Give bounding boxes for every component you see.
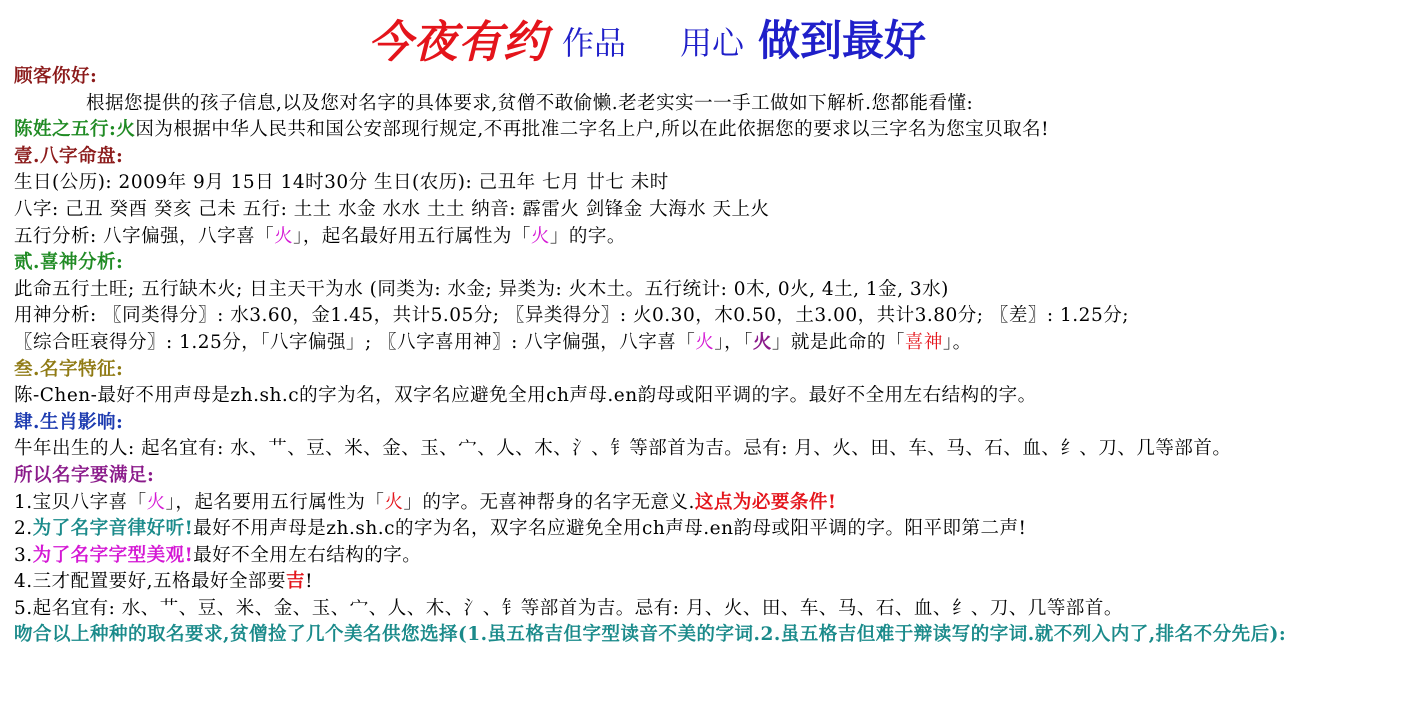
name-feature-line: 陈-Chen-最好不用声母是zh.sh.c的字为名，双字名应避免全用ch声母.en韵母或阳平调的字。最好不全用左右结构的字。 bbox=[14, 385, 1037, 407]
req3-pre: 3. bbox=[14, 544, 33, 566]
xishen-line3-end: 」。 bbox=[942, 331, 972, 353]
wuxing-analysis bbox=[14, 224, 1414, 251]
req1-post: 」的字。无喜神帮身的名字无意义. bbox=[403, 491, 695, 513]
section1-title: 壹.八字命盘: bbox=[14, 145, 124, 167]
analysis-element-1: 火 bbox=[274, 225, 294, 247]
xishen-element-2: 火 bbox=[752, 331, 772, 353]
req1-condition: 这点为必要条件! bbox=[694, 491, 837, 513]
req1-pre: 1.宝贝八字喜「 bbox=[14, 491, 147, 513]
req2-text: 最好不用声母是zh.sh.c的字为名，双字名应避免全用ch声母.en韵母或阳平调的字。阳平即第二声! bbox=[193, 518, 1027, 540]
surname-line bbox=[14, 117, 1414, 144]
intro-text: 根据您提供的孩子信息,以及您对名字的具体要求,贫僧不敢偷懒.老老实实一一手工做如下解析.您都能看懂: bbox=[86, 92, 974, 114]
surname-element: 火 bbox=[116, 119, 136, 141]
req4-ji: 吉 bbox=[286, 571, 306, 593]
xishen-line3-pre: 〖综合旺衰得分〗: 1.25分，「八字偏强」; 〖八字喜用神〗: 八字偏强，八字喜「 bbox=[14, 331, 696, 353]
requirement-2 bbox=[14, 516, 1414, 543]
req2-pre: 2. bbox=[14, 518, 33, 540]
section4-title: 肆.生肖影响: bbox=[14, 411, 124, 433]
xishen-line3-mid: 」，「 bbox=[714, 331, 753, 353]
requirement-5: 5.起名宜有: 水、艹、豆、米、金、玉、宀、人、木、氵、钅等部首为吉。忌有: 月、火、田、车、马、石、血、纟、刀、几等部首。 bbox=[14, 597, 1123, 619]
req1-mid: 」，起名要用五行属性为「 bbox=[165, 491, 385, 513]
closing-text: 吻合以上种种的取名要求,贫僧捡了几个美名供您选择(1.虽五格吉但字型读音不美的字词.2.虽五格吉但难于辩读写的字词.就不列入内了,排名不分先后): bbox=[14, 624, 1287, 646]
req4-pre: 4.三才配置要好,五格最好全部要 bbox=[14, 571, 287, 593]
analysis-element-2: 火 bbox=[530, 225, 550, 247]
document-body bbox=[14, 64, 1414, 649]
header-title-part3: 用心 bbox=[680, 24, 745, 62]
header-title-part4: 做到最好 bbox=[758, 16, 927, 65]
section3-title: 叁.名字特征: bbox=[14, 358, 124, 380]
req2-highlight: 为了名字音律好听! bbox=[32, 518, 194, 540]
req3-text: 最好不全用左右结构的字。 bbox=[193, 544, 422, 566]
page-header bbox=[0, 4, 1420, 68]
req3-highlight: 为了名字字型美观! bbox=[32, 544, 194, 566]
header-title-part2: 作品 bbox=[562, 24, 627, 62]
analysis-mid: 」，起名最好用五行属性为「 bbox=[293, 225, 531, 247]
surname-label: 陈姓之五行: bbox=[14, 119, 117, 141]
xishen-line3 bbox=[14, 330, 1414, 357]
xishen-element-1: 火 bbox=[695, 331, 715, 353]
requirement-4 bbox=[14, 569, 1414, 596]
xishen-label: 喜神 bbox=[904, 331, 943, 353]
greeting: 顾客你好: bbox=[14, 66, 98, 87]
xishen-line2: 用神分析: 〖同类得分〗: 水3.60，金1.45，共计5.05分; 〖异类得分〗: 火0.30，木0.50，土3.00，共计3.80分; 〖差〗: 1.25分; bbox=[14, 305, 1129, 327]
req1-element-2: 火 bbox=[384, 491, 404, 513]
birth-line: 生日(公历): 2009年 9月 15日 14时30分 生日(农历): 己丑年 七月 廿七 未时 bbox=[14, 172, 669, 194]
xishen-line3-mid2: 」就是此命的「 bbox=[771, 331, 905, 353]
requirements-title: 所以名字要满足: bbox=[14, 464, 155, 486]
zodiac-line: 牛年出生的人: 起名宜有: 水、艹、豆、米、金、玉、宀、人、木、氵、钅等部首为吉。忌有: 月、火、田、车、马、石、血、纟、刀、几等部首。 bbox=[14, 438, 1232, 460]
req1-element-1: 火 bbox=[146, 491, 166, 513]
analysis-post: 」的字。 bbox=[549, 225, 626, 247]
header-title-part1: 今夜有约 bbox=[368, 17, 548, 68]
surname-text: 因为根据中华人民共和国公安部现行规定,不再批准二字名上户,所以在此依据您的要求以三字名为您宝贝取名! bbox=[135, 119, 1050, 141]
analysis-pre: 五行分析: 八字偏强，八字喜「 bbox=[14, 225, 275, 247]
bazi-line: 八字: 己丑 癸酉 癸亥 己未 五行: 土土 水金 水水 土土 纳音: 霹雷火 剑锋金 大海水 天上火 bbox=[14, 198, 770, 220]
req4-post: ! bbox=[305, 571, 313, 593]
requirement-3 bbox=[14, 543, 1414, 570]
requirement-1 bbox=[14, 490, 1414, 517]
xishen-line1: 此命五行土旺; 五行缺木火; 日主天干为水 (同类为: 水金; 异类为: 火木土。五行统计: 0木, 0火, 4土, 1金, 3水) bbox=[14, 278, 949, 300]
section2-title: 贰.喜神分析: bbox=[14, 252, 124, 274]
